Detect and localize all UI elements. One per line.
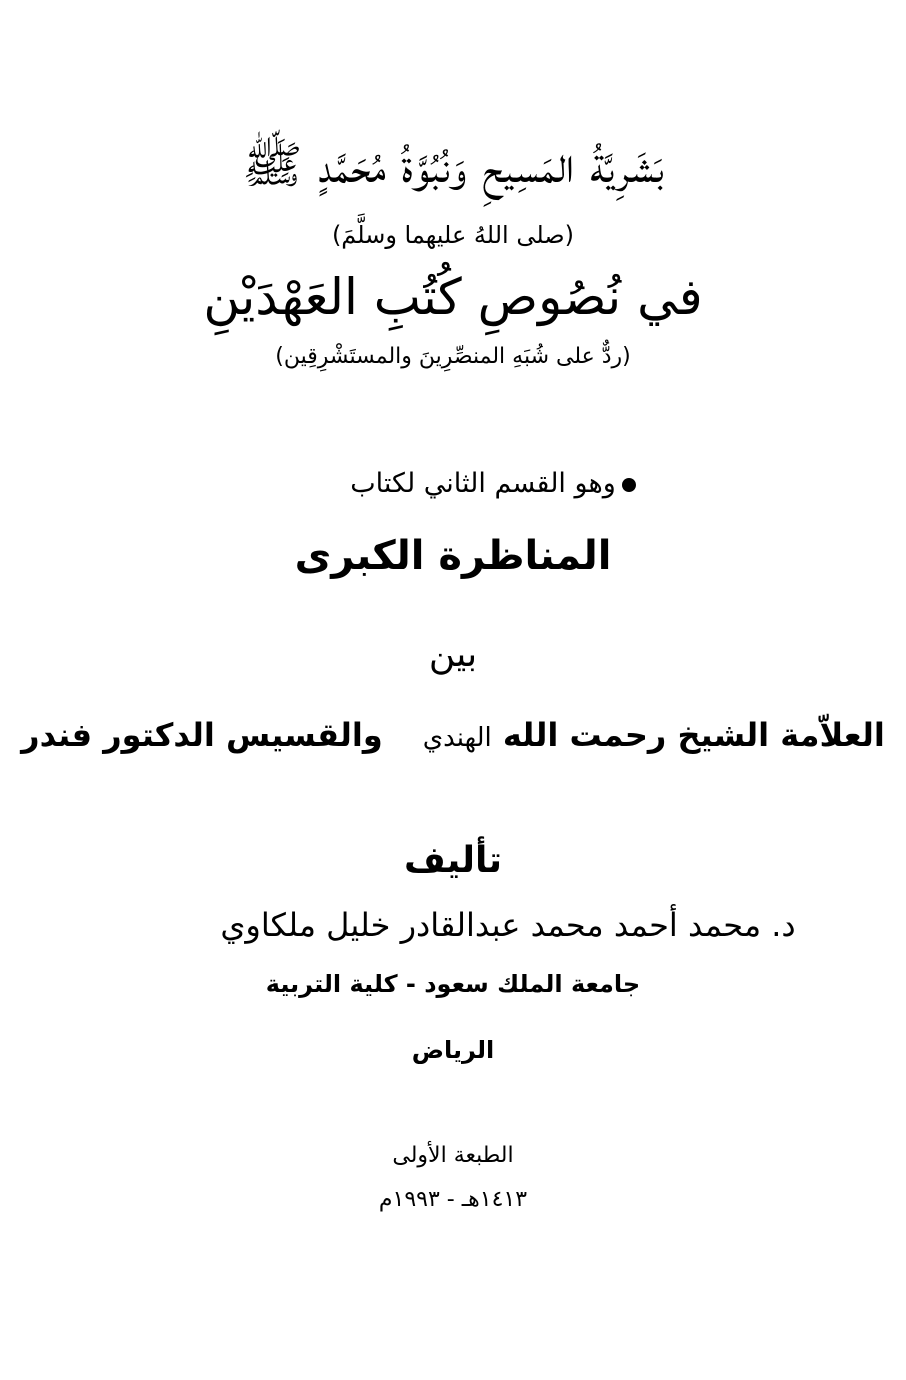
author-name: د. محمد أحمد محمد عبدالقادر خليل ملكاوي [220, 906, 796, 944]
bullet-icon [622, 478, 636, 492]
between-label: بين [428, 634, 478, 675]
parent-book-name: المناظرة الكبرى [294, 533, 612, 579]
scholar-name: العلاّمة الشيخ رحمت الله [502, 716, 885, 754]
rebuttal-note: (ردٌّ على شُبَهِ المنصِّرِينَ والمستَشْرِقِين) [275, 344, 631, 369]
book-title: بَشَرِيَّةُ المَسِيحِ وَنُبُوَّةُ مُحَمَّدٍ ﷺ [242, 136, 664, 194]
scholar-nisba: الهندي [422, 723, 492, 753]
debaters-line [0, 710, 906, 763]
series-note-text: وهو القسم الثاني لكتاب [350, 468, 616, 499]
series-note [0, 464, 906, 504]
edition-label: الطبعة الأولى [392, 1143, 514, 1168]
authored-by-label: تأليف [403, 840, 503, 881]
author-affiliation: جامعة الملك سعود - كلية التربية [265, 970, 641, 998]
book-subtitle: في نُصُوصِ كُتُبِ العَهْدَيْنِ [203, 268, 703, 326]
publication-date: ١٤١٣هـ - ١٩٩٣م [378, 1187, 528, 1212]
publication-city: الرياض [411, 1036, 495, 1064]
opponent-name: والقسيس الدكتور فندر [21, 716, 383, 754]
blessing-text: (صلى اللهُ عليهما وسلَّمَ) [331, 221, 575, 249]
